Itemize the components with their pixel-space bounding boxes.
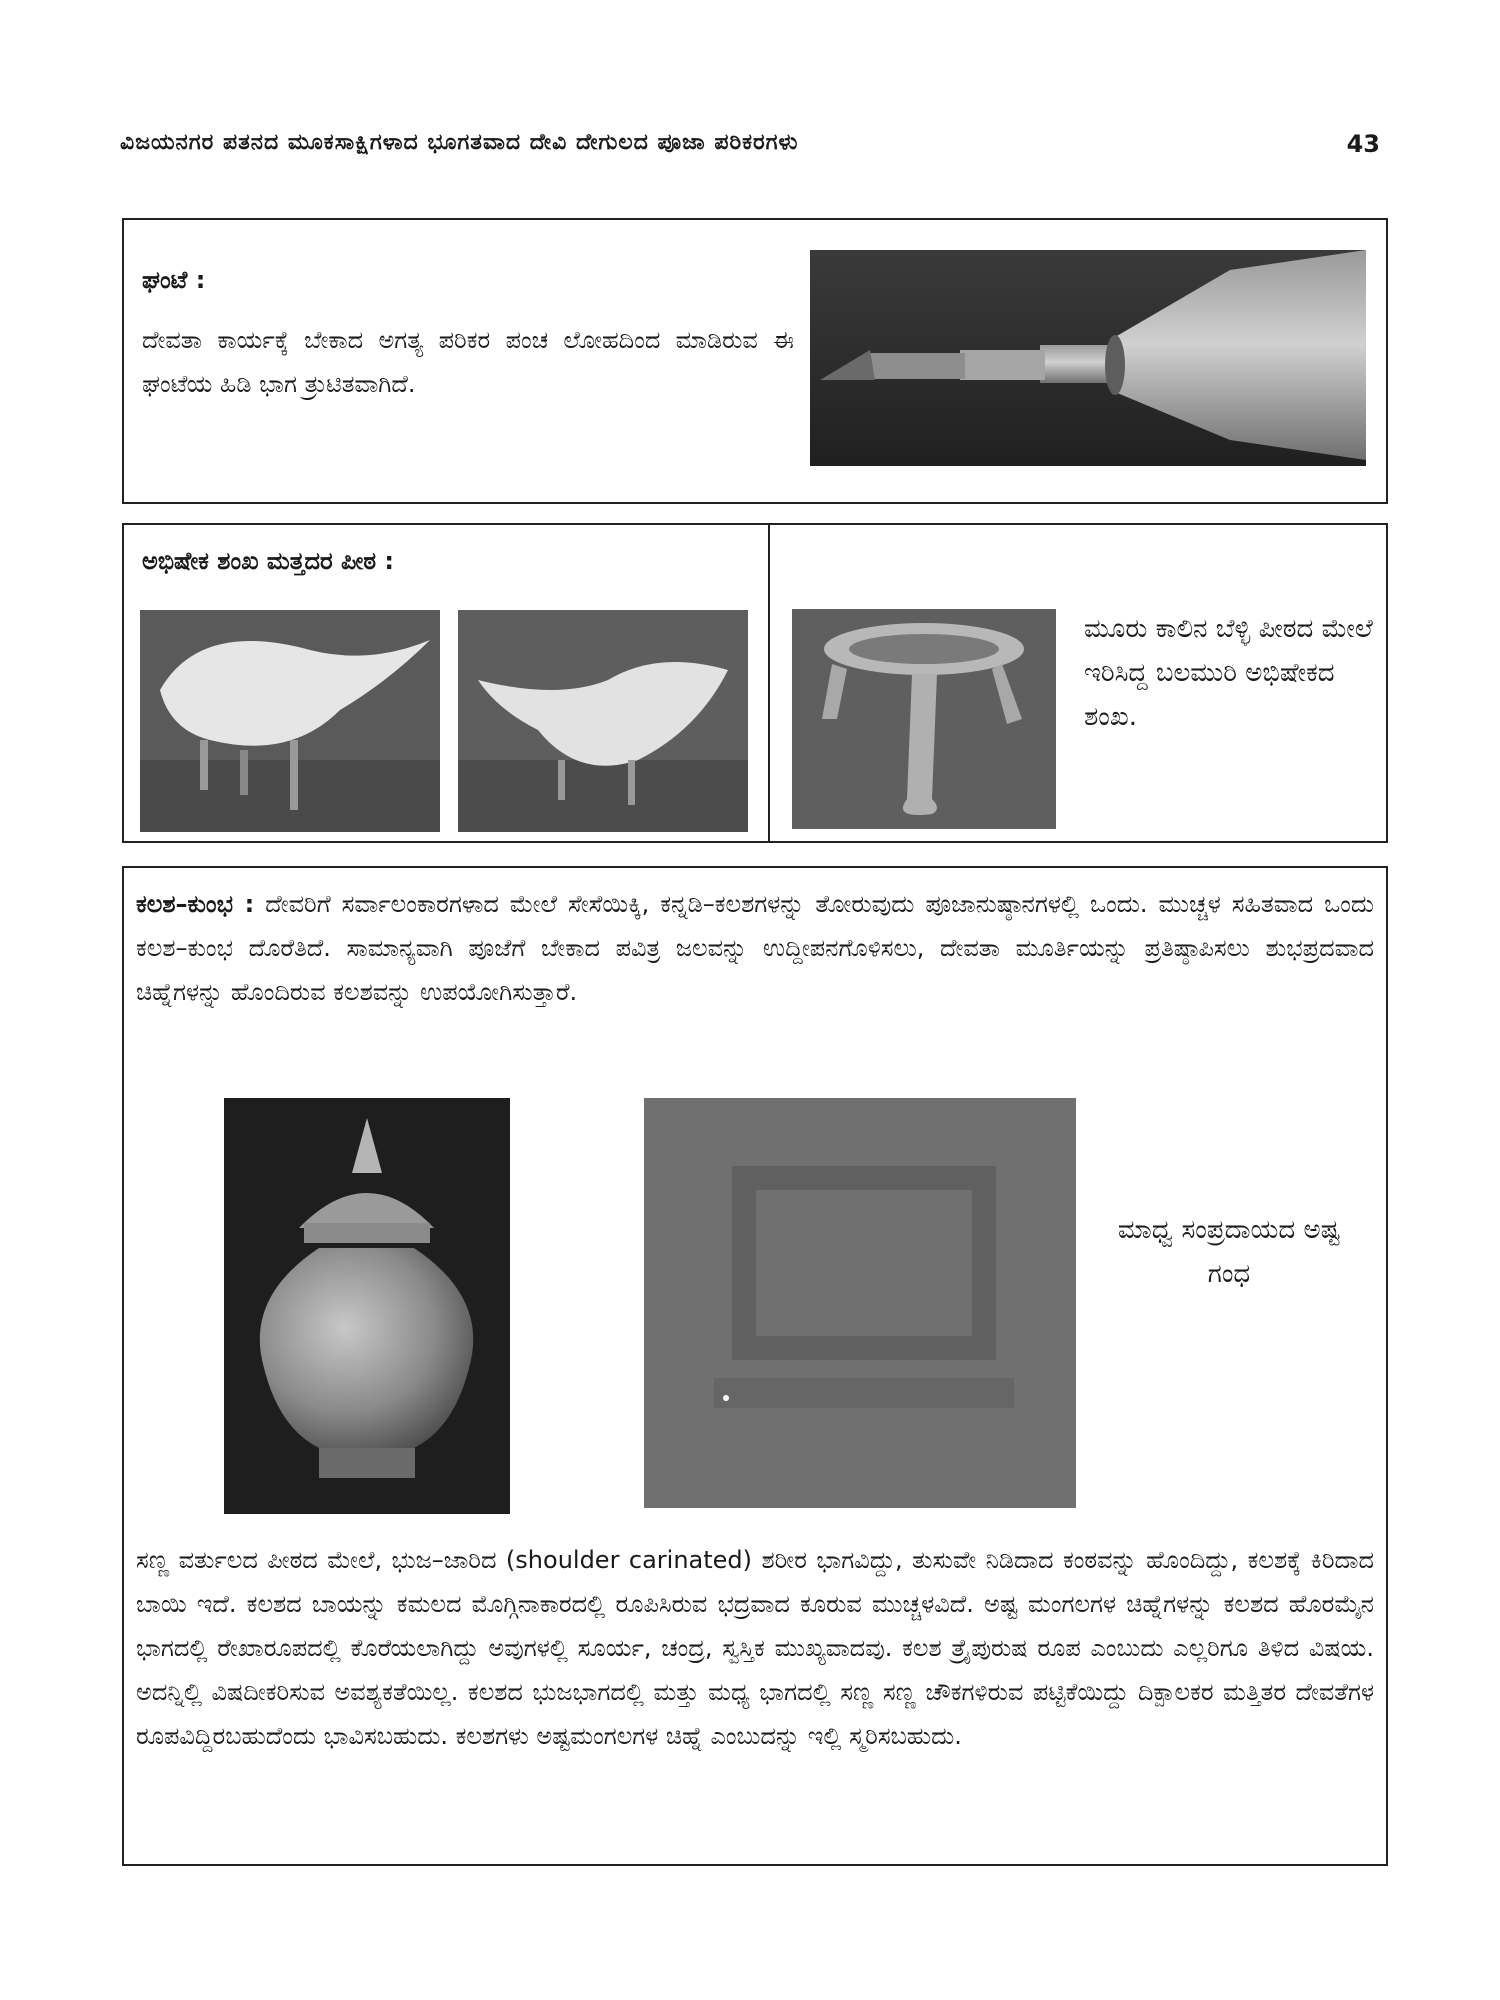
conch-image-1	[140, 610, 440, 832]
conch-image-2	[458, 610, 748, 832]
conch-caption: ಮೂರು ಕಾಲಿನ ಬೆಳ್ಳಿ ಪೀಠದ ಮೇಲೆ ಇರಿಸಿದ್ದ ಬಲಮುರಿ ಅಭಿಷೇಕದ ಶಂಖ.	[1084, 614, 1373, 732]
kalasha-image	[224, 1098, 510, 1514]
ashta-gandha-caption: ಮಾಧ್ವ ಸಂಪ್ರದಾಯದ ಅಷ್ಟ ಗಂಧ	[1117, 1215, 1341, 1289]
conch-photo-2	[458, 610, 748, 832]
running-header	[120, 130, 1380, 170]
page-number: 43	[1346, 130, 1380, 158]
conch-section-right	[768, 523, 1388, 843]
header-title: ವಿಜಯನಗರ ಪತನದ ಮೂಕಸಾಕ್ಷಿಗಳಾದ ಭೂಗತವಾದ ದೇವಿ ದೇಗುಲದ ಪೂಜಾ ಪರಿಕರಗಳು	[120, 130, 799, 155]
bell-photo	[810, 250, 1366, 466]
ashta-gandha-photo	[644, 1098, 1076, 1508]
stand-image	[792, 609, 1056, 829]
bell-image	[810, 250, 1366, 466]
kalasha-heading: ಕಲಶ–ಕುಂಭ :	[136, 890, 255, 918]
bell-section	[122, 218, 1388, 504]
conch-section-left	[122, 523, 770, 843]
ashta-gandha-image	[644, 1098, 1076, 1508]
bell-text: ದೇವತಾ ಕಾರ್ಯಕ್ಕೆ ಬೇಕಾದ ಅಗತ್ಯ ಪರಿಕರ ಪಂಚ ಲೋಹದಿಂದ ಮಾಡಿರುವ ಈ ಘಂಟೆಯ ಹಿಡಿ ಭಾಗ ತ್ರುಟಿತವಾಗಿದೆ.	[142, 326, 794, 398]
kalasha-intro-text: ದೇವರಿಗೆ ಸರ್ವಾಲಂಕಾರಗಳಾದ ಮೇಲೆ ಸೇಸೆಯಿಕ್ಕಿ, ಕನ್ನಡಿ–ಕಲಶಗಳನ್ನು ತೋರುವುದು ಪೂಜಾನುಷ್ಠಾನಗಳಲ್ಲಿ ಒಂದು. ಮುಚ್ಚಳ ಸಹಿತವಾದ ಒಂದು ಕಲಶ–ಕುಂಭ ದೊರೆತಿದೆ. ಸಾಮಾನ್ಯವಾಗಿ ಪೂಜೆಗೆ ಬೇಕಾದ ಪವಿತ್ರ ಜಲವನ್ನು ಉದ್ದೀಪನಗೊಳಿಸಲು, ದೇವತಾ ಮೂರ್ತಿಯನ್ನು ಪ್ರತಿಷ್ಠಾಪಿಸಲು ಶುಭಪ್ರದವಾದ ಚಿಹ್ನೆಗಳನ್ನು ಹೊಂದಿರುವ ಕಲಶವನ್ನು ಉಪಯೋಗಿಸುತ್ತಾರೆ.	[136, 890, 1374, 1006]
kalasha-section	[122, 866, 1388, 1866]
kalasha-photo	[224, 1098, 510, 1514]
kalasha-intro	[136, 882, 1374, 1014]
conch-photo-1	[140, 610, 440, 832]
bell-heading: ಘಂಟೆ :	[142, 266, 206, 294]
conch-heading: ಅಭಿಷೇಕ ಶಂಖ ಮತ್ತದರ ಪೀಠ :	[142, 547, 394, 575]
kalasha-description: ಸಣ್ಣ ವರ್ತುಲದ ಪೀಠದ ಮೇಲೆ, ಭುಜ–ಜಾರಿದ (shoulder carinated) ಶರೀರ ಭಾಗವಿದ್ದು, ತುಸುವೇ ನಿಡಿದಾದ ಕಂಠವನ್ನು ಹೊಂದಿದ್ದು, ಕಲಶಕ್ಕೆ ಕಿರಿದಾದ ಬಾಯಿ ಇದೆ. ಕಲಶದ ಬಾಯನ್ನು ಕಮಲದ ಮೊಗ್ಗಿನಾಕಾರದಲ್ಲಿ ರೂಪಿಸಿರುವ ಭದ್ರವಾದ ಕೂರುವ ಮುಚ್ಚಳವಿದೆ. ಅಷ್ಟ ಮಂಗಲಗಳ ಚಿಹ್ನೆಗಳನ್ನು ಕಲಶದ ಹೊರಮೈನ ಭಾಗದಲ್ಲಿ ರೇಖಾರೂಪದಲ್ಲಿ ಕೊರೆಯಲಾಗಿದ್ದು ಅವುಗಳಲ್ಲಿ ಸೂರ್ಯ, ಚಂದ್ರ, ಸ್ವಸ್ತಿಕ ಮುಖ್ಯವಾದವು. ಕಲಶ ತ್ರೈಪುರುಷ ರೂಪ ಎಂಬುದು ಎಲ್ಲರಿಗೂ ತಿಳಿದ ವಿಷಯ. ಅದನ್ನಿಲ್ಲಿ ವಿಷದೀಕರಿಸುವ ಅವಶ್ಯಕತೆಯಿಲ್ಲ. ಕಲಶದ ಭುಜಭಾಗದಲ್ಲಿ ಮತ್ತು ಮಧ್ಯ ಭಾಗದಲ್ಲಿ ಸಣ್ಣ ಸಣ್ಣ ಚೌಕಗಳಿರುವ ಪಟ್ಟಿಕೆಯಿದ್ದು ದಿಕ್ಪಾಲಕರ ಮತ್ತಿತರ ದೇವತೆಗಳ ರೂಪವಿದ್ದಿರಬಹುದೆಂದು ಭಾವಿಸಬಹುದು. ಕಲಶಗಳು ಅಷ್ಟಮಂಗಲಗಳ ಚಿಹ್ನೆ ಎಂಬುದನ್ನು ಇಲ್ಲಿ ಸ್ಮರಿಸಬಹುದು.	[136, 1546, 1374, 1750]
stand-photo	[792, 609, 1056, 829]
